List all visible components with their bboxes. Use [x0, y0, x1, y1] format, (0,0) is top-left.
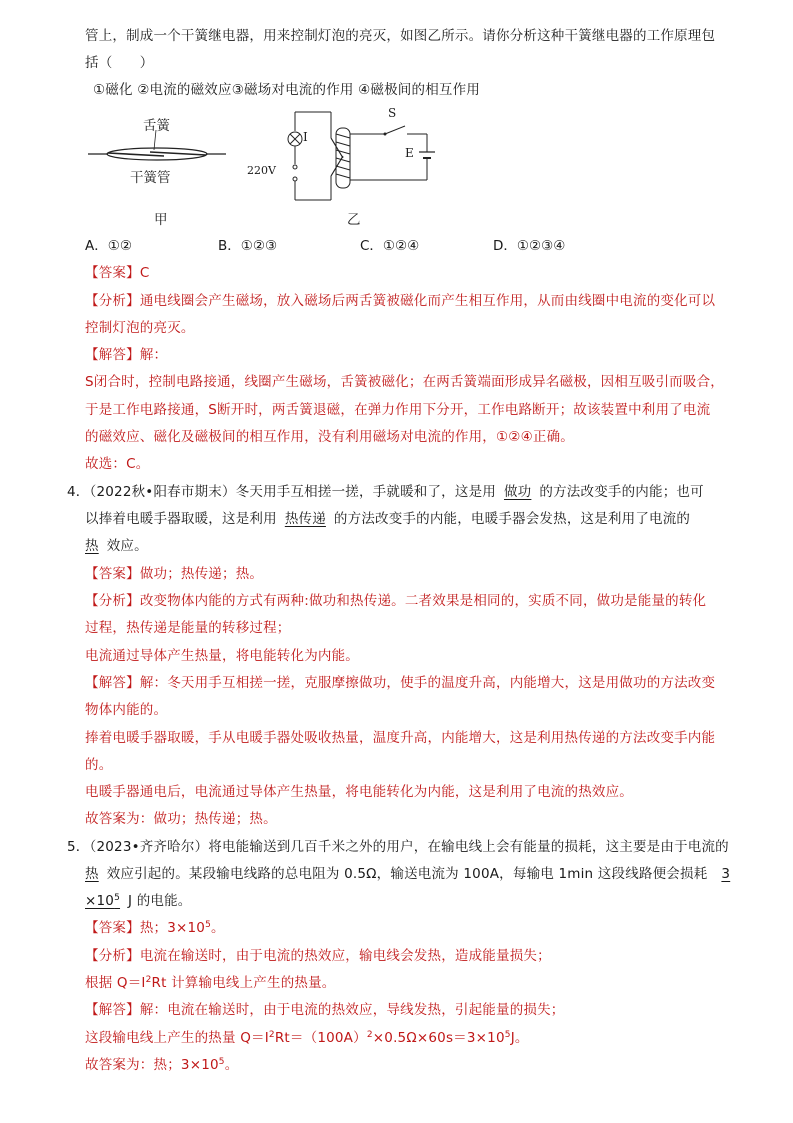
- analysis-tag: 【分析】: [85, 593, 140, 609]
- q5-line3: [85, 891, 192, 911]
- formula-exp: 2: [366, 1030, 373, 1040]
- q4-blank1: 做功: [503, 484, 532, 500]
- q5-source: （2023•齐齐哈尔）: [89, 839, 209, 855]
- q4-solution-line4: 的。: [85, 757, 113, 773]
- q4-text: 冬天用手互相搓一搓，手就暖和了，这是用: [235, 484, 496, 500]
- label-220v: 220V: [247, 164, 276, 177]
- label-reed-tube: 干簧管: [130, 170, 171, 186]
- q5-blank2-part1: 3: [721, 866, 731, 882]
- q5-blank2-exp: 5: [114, 893, 121, 903]
- formula-text: Rt 计算输电线上产生的热量。: [151, 975, 336, 991]
- q4-solution-line5: 电暖手器通电后，电流通过导体产生热量，将电能转化为内能，这是利用了电流的热效应。: [85, 784, 633, 800]
- q5-blank2-part2: [85, 893, 128, 909]
- solution-head-text: 解：: [139, 347, 168, 363]
- q3-answer: [85, 263, 149, 283]
- q5-line1: [67, 837, 729, 857]
- q5-text: 效应引起的。某段输电线路的总电阻为 0.5Ω，输送电流为 100A，每输电 1min 这段线路便会损耗: [106, 866, 708, 882]
- q5-text: 将电能输送到几百千米之外的用户，在输电线上会有能量的损耗，这主要是由于电流的: [208, 839, 729, 855]
- conclusion-exp: 5: [218, 1057, 225, 1067]
- q3-conclusion: 故选：C。: [85, 456, 150, 472]
- answer-tag: 【答案】: [85, 920, 140, 936]
- label-jia: 甲: [154, 212, 168, 228]
- q4-line2: [85, 509, 690, 529]
- q3-analysis-line2: 控制灯泡的亮灭。: [85, 320, 195, 336]
- q4-solution-line1: [85, 673, 715, 693]
- q5-solution-line1: [85, 1000, 565, 1020]
- formula-text: Rt＝（100A）: [274, 1030, 367, 1046]
- option-c: C．①②④: [360, 238, 420, 254]
- q5-analysis-line1: [85, 946, 551, 966]
- solution-tag: 【解答】: [85, 1002, 140, 1018]
- q4-text: 效应。: [106, 538, 148, 554]
- q4-analysis-line1: [85, 591, 706, 611]
- q4-text: 以捧着电暖手器取暖，这是利用: [85, 511, 277, 527]
- formula-exp: 2: [145, 975, 152, 985]
- q5-text: J 的电能。: [128, 893, 192, 909]
- answer-value: 做功；热传递；热。: [139, 566, 264, 582]
- option-d: D．①②③④: [493, 238, 566, 254]
- q3-solution-line3: 的磁效应、磁化及磁极间的相互作用，没有利用磁场对电流的作用，①②④正确。: [85, 429, 575, 445]
- answer-value: C: [139, 265, 150, 281]
- answer-value: 热；3×10: [139, 920, 206, 936]
- q4-line1: [67, 482, 704, 502]
- conclusion-end: 。: [224, 1057, 239, 1073]
- q4-analysis-line3: 电流通过导体产生热量，将电能转化为内能。: [85, 648, 359, 664]
- q5-analysis-line2: [85, 973, 336, 993]
- conclusion-text: 故答案为：热；3×10: [85, 1057, 219, 1073]
- formula-exp: 5: [504, 1030, 511, 1040]
- q5-blank2-base: ×10: [85, 893, 115, 909]
- q4-conclusion: 故答案为：做功；热传递；热。: [85, 811, 277, 827]
- q5-conclusion: [85, 1055, 238, 1075]
- answer-exp: 5: [205, 920, 212, 930]
- q5-number: 5．: [67, 839, 90, 855]
- option-a: A．①②: [85, 238, 132, 254]
- solution-text: 解：冬天用手互相搓一搓，克服摩擦做功，使手的温度升高，内能增大，这是用做功的方法改变: [139, 675, 716, 691]
- q4-text: 的方法改变手的内能，电暖手器会发热，这是利用了电流的: [333, 511, 691, 527]
- label-reed: 舌簧: [143, 118, 170, 134]
- answer-tag: 【答案】: [85, 265, 140, 281]
- q4-line3: [85, 536, 148, 556]
- analysis-tag: 【分析】: [85, 293, 140, 309]
- q4-solution-line2: 物体内能的。: [85, 702, 168, 718]
- q4-source: （2022秋•阳春市期末）: [89, 484, 236, 500]
- q3-choices: ①磁化 ②电流的磁效应③磁场对电流的作用 ④磁极间的相互作用: [93, 82, 480, 98]
- q4-answer: [85, 564, 263, 584]
- label-current-I: I: [303, 130, 308, 144]
- formula-text: J。: [510, 1030, 529, 1046]
- solution-tag: 【解答】: [85, 675, 140, 691]
- answer-tag: 【答案】: [85, 566, 140, 582]
- analysis-text: 通电线圈会产生磁场，放入磁场后两舌簧被磁化而产生相互作用，从而由线圈中电流的变化可以: [139, 293, 716, 309]
- q3-analysis-line1: [85, 291, 715, 311]
- label-switch-S: S: [388, 106, 397, 120]
- q5-solution-line2: [85, 1028, 529, 1048]
- q4-analysis-line2: 过程，热传递是能量的转移过程；: [85, 620, 291, 636]
- analysis-text: 改变物体内能的方式有两种:做功和热传递。二者效果是相同的，实质不同，做功是能量的转化: [139, 593, 707, 609]
- figure-yi: [245, 104, 445, 226]
- q3-stem-line2: 括（ ）: [85, 55, 154, 71]
- analysis-text: 电流在输送时，由于电流的热效应，输电线会发热，造成能量损失；: [139, 948, 551, 964]
- solution-tag: 【解答】: [85, 347, 140, 363]
- q4-text: 的方法改变手的内能；也可: [539, 484, 704, 500]
- formula-exp: 2: [268, 1030, 275, 1040]
- q5-answer: [85, 918, 225, 938]
- q4-solution-line3: 捧着电暖手器取暖，手从电暖手器处吸收热量，温度升高，内能增大，这是利用热传递的方法改变手内能: [85, 730, 716, 746]
- formula-text: ×0.5Ω×60s＝3×10: [372, 1030, 505, 1046]
- q4-blank3: 热: [85, 538, 99, 554]
- label-battery-E: E: [405, 146, 414, 160]
- q4-blank2: 热传递: [284, 511, 326, 527]
- q3-solution-line1: S闭合时，控制电路接通，线圈产生磁场，舌簧被磁化；在两舌簧端面形成异名磁极，因相互吸引而吸合，: [85, 374, 724, 390]
- q3-solution-line2: 于是工作电路接通，S断开时，两舌簧退磁，在弹力作用下分开，工作电路断开；故该装置中利用了电流: [85, 402, 711, 418]
- solution-text: 解：电流在输送时，由于电流的热效应，导线发热，引起能量的损失；: [139, 1002, 565, 1018]
- label-yi: 乙: [347, 212, 361, 228]
- q3-solution-head: [85, 345, 167, 365]
- answer-end: 。: [211, 920, 225, 936]
- q5-blank1: 热: [85, 866, 99, 882]
- option-b: B．①②③: [218, 238, 278, 254]
- formula-text: 这段输电线上产生的热量 Q＝I: [85, 1030, 269, 1046]
- q3-stem-line1: 管上，制成一个干簧继电器，用来控制灯泡的亮灭，如图乙所示。请你分析这种干簧继电器的工作原理包: [85, 28, 716, 44]
- q4-number: 4．: [67, 484, 90, 500]
- formula-text: 根据 Q＝I: [85, 975, 146, 991]
- analysis-tag: 【分析】: [85, 948, 140, 964]
- figure-jia: [88, 112, 228, 228]
- q5-line2: [85, 864, 730, 884]
